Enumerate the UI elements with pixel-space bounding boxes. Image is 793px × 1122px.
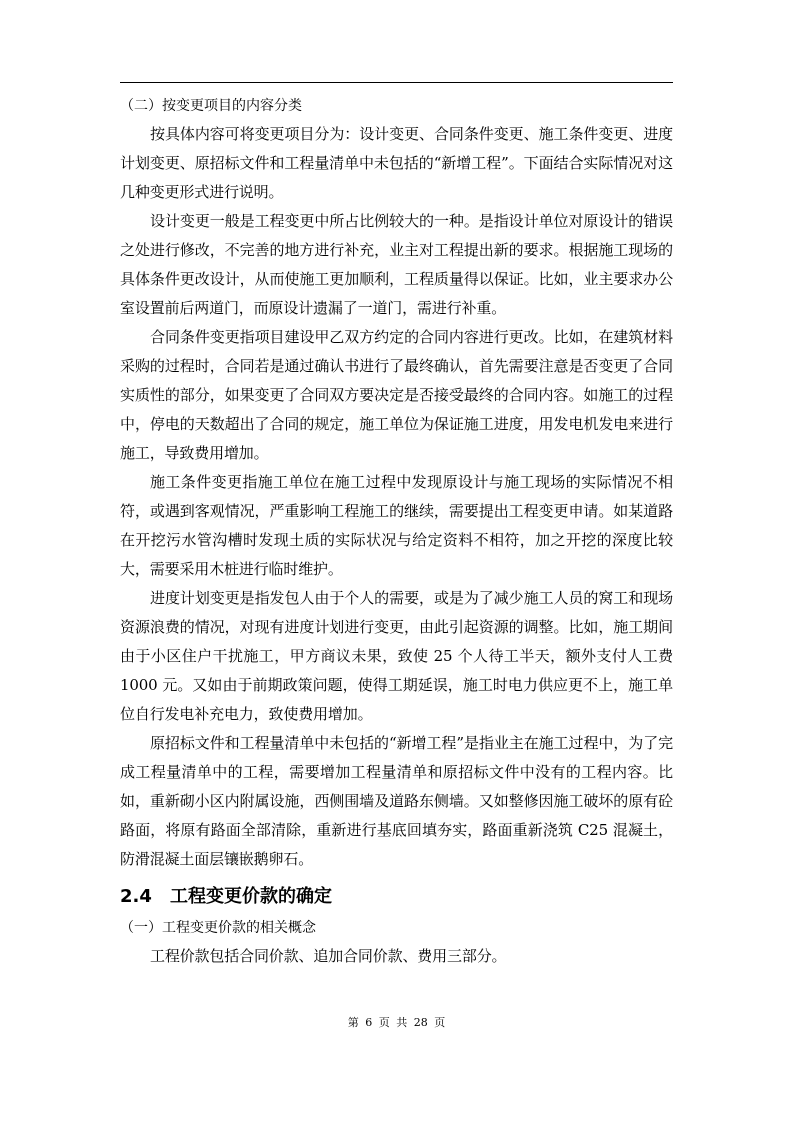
page-body xyxy=(120,94,673,971)
section-number: 2.4 xyxy=(120,886,152,907)
paragraph-design-change: 设计变更一般是工程变更中所占比例较大的一种。是指设计单位对原设计的错误之处进行修改，不完善的地方进行补充，业主对工程提出新的要求。根据施工现场的具体条件更改设计，从而使施工更加顺利，工程质量得以保证。比如，业主要求办公室设置前后两道门，而原设计遗漏了一道门，需进行补重。 xyxy=(120,212,673,317)
section-title: 工程变更价款的确定 xyxy=(170,886,332,907)
subheading-price-concepts: （一）工程变更价款的相关概念 xyxy=(120,920,316,936)
section-heading-2-4 xyxy=(120,884,673,910)
paragraph-construction-condition-change: 施工条件变更指施工单位在施工过程中发现原设计与施工现场的实际情况不相符，或遇到客观情况，严重影响工程施工的继续，需要提出工程变更申请。如某道路在开挖污水管沟槽时发现土质的实际状况与给定资料不相符，加之开挖的深度比较大，需要采用木桩进行临时维护。 xyxy=(120,473,673,578)
paragraph-contract-change: 合同条件变更指项目建设甲乙双方约定的合同内容进行更改。比如，在建筑材料采购的过程时，合同若是通过确认书进行了最终确认，首先需要注意是否变更了合同实质性的部分，如果变更了合同双方要决定是否接受最终的合同内容。如施工的过程中，停电的天数超出了合同的规定，施工单位为保证施工进度，用发电机发电来进行施工，导致费用增加。 xyxy=(120,328,673,462)
paragraph-price-components: 工程价款包括合同价款、追加合同价款、费用三部分。 xyxy=(150,947,507,965)
page-number-footer: 第 6 页 共 28 页 xyxy=(347,1016,446,1029)
paragraph-schedule-change: 进度计划变更是指发包人由于个人的需要，或是为了减少施工人员的窝工和现场资源浪费的情况，对现有进度计划进行变更，由此引起资源的调整。比如，施工期间由于小区住户干扰施工，甲方商议未果，致使 25 个人待工半天，额外支付人工费 1000 元。又如由于前期政策问题，使得工期延误，施工时电力供应更不上，施工单位自行发电补充电力，致使费用增加。 xyxy=(120,589,673,723)
header-rule xyxy=(120,82,673,83)
paragraph-intro: 按具体内容可将变更项目分为：设计变更、合同条件变更、施工条件变更、进度计划变更、原招标文件和工程量清单中未包括的“新增工程”。下面结合实际情况对这几种变更形式进行说明。 xyxy=(120,125,673,201)
subheading-content-classification: （二）按变更项目的内容分类 xyxy=(120,98,302,114)
paragraph-new-works: 原招标文件和工程量清单中未包括的“新增工程”是指业主在施工过程中，为了完成工程量清单中的工程，需要增加工程量清单和原招标文件中没有的工程内容。比如，重新砌小区内附属设施，西侧围墙及道路东侧墙。又如整修因施工破坏的原有砼路面，将原有路面全部清除，重新进行基底回填夯实，路面重新浇筑 C25 混凝土，防滑混凝土面层镶嵌鹅卵石。 xyxy=(120,734,673,868)
